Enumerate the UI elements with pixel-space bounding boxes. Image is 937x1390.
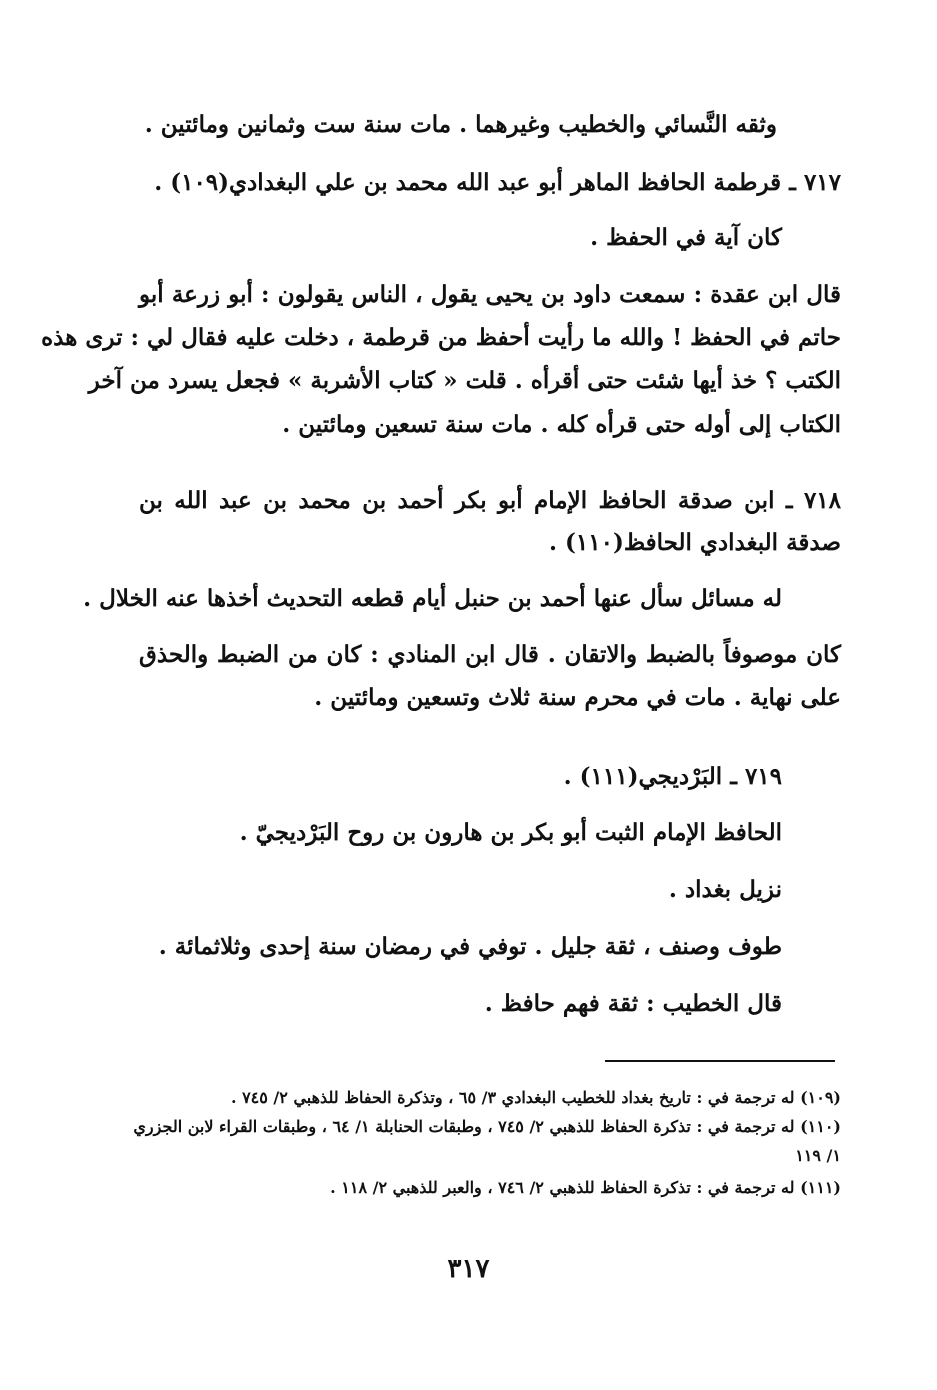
page-number: ٣١٧ bbox=[447, 1254, 490, 1284]
paragraph-line: قال ابن عقدة : سمعت داود بن يحيى يقول ، الناس يقولون : أبو زرعة أبو bbox=[139, 281, 841, 308]
paragraph-line: حاتم في الحفظ ! والله ما رأيت أحفظ من قرطمة ، دخلت عليه فقال لي : ترى هذه bbox=[41, 324, 841, 351]
paragraph-line: على نهاية . مات في محرم سنة ثلاث وتسعين ومائتين . bbox=[314, 684, 841, 711]
paragraph-line: طوف وصنف ، ثقة جليل . توفي في رمضان سنة إحدى وثلاثمائة . bbox=[158, 933, 782, 960]
footnote-110: (١١٠) له ترجمة في : تذكرة الحفاظ للذهبي ٢/ ٧٤٥ ، وطبقات الحنابلة ١/ ٦٤ ، وطبقات القراء لابن الجزري bbox=[133, 1117, 841, 1136]
paragraph-line: الكتاب إلى أوله حتى قرأه كله . مات سنة تسعين ومائتين . bbox=[282, 411, 841, 438]
footnote-separator bbox=[605, 1060, 835, 1062]
footnote-110: ١/ ١١٩ bbox=[795, 1146, 841, 1165]
entry-718-heading: ٧١٨ ـ ابن صدقة الحافظ الإمام أبو بكر أحمد بن محمد بن عبد الله بن bbox=[139, 487, 841, 514]
paragraph-line: له مسائل سأل عنها أحمد بن حنبل أيام قطعه التحديث أخذها عنه الخلال . bbox=[83, 585, 782, 612]
footnote-111: (١١١) له ترجمة في : تذكرة الحفاظ للذهبي ٢/ ٧٤٦ ، والعبر للذهبي ٢/ ١١٨ . bbox=[330, 1178, 841, 1197]
paragraph-line: وثقه النَّسائي والخطيب وغيرهما . مات سنة ست وثمانين ومائتين . bbox=[144, 111, 777, 138]
paragraph-line: كان موصوفاً بالضبط والاتقان . قال ابن المنادي : كان من الضبط والحذق bbox=[139, 641, 841, 668]
paragraph-line: قال الخطيب : ثقة فهم حافظ . bbox=[484, 990, 782, 1017]
entry-717-heading: ٧١٧ ـ قرطمة الحافظ الماهر أبو عبد الله محمد بن علي البغدادي(١٠٩) . bbox=[154, 169, 841, 196]
paragraph-line: نزيل بغداد . bbox=[668, 876, 782, 903]
paragraph-line: كان آية في الحفظ . bbox=[590, 224, 782, 251]
paragraph-line: الكتب ؟ خذ أيها شئت حتى أقرأه . قلت « كتاب الأشربة » فجعل يسرد من آخر bbox=[88, 367, 841, 394]
paragraph-line: الحافظ الإمام الثبت أبو بكر بن هارون بن روح البَرْديجيّ . bbox=[239, 819, 782, 846]
footnote-109: (١٠٩) له ترجمة في : تاريخ بغداد للخطيب البغدادي ٣/ ٦٥ ، وتذكرة الحفاظ للذهبي ٢/ ٧٤٥ . bbox=[230, 1088, 841, 1107]
entry-718-heading: صدقة البغدادي الحافظ(١١٠) . bbox=[548, 529, 841, 556]
entry-719-heading: ٧١٩ ـ البَرْديجي(١١١) . bbox=[563, 763, 782, 790]
